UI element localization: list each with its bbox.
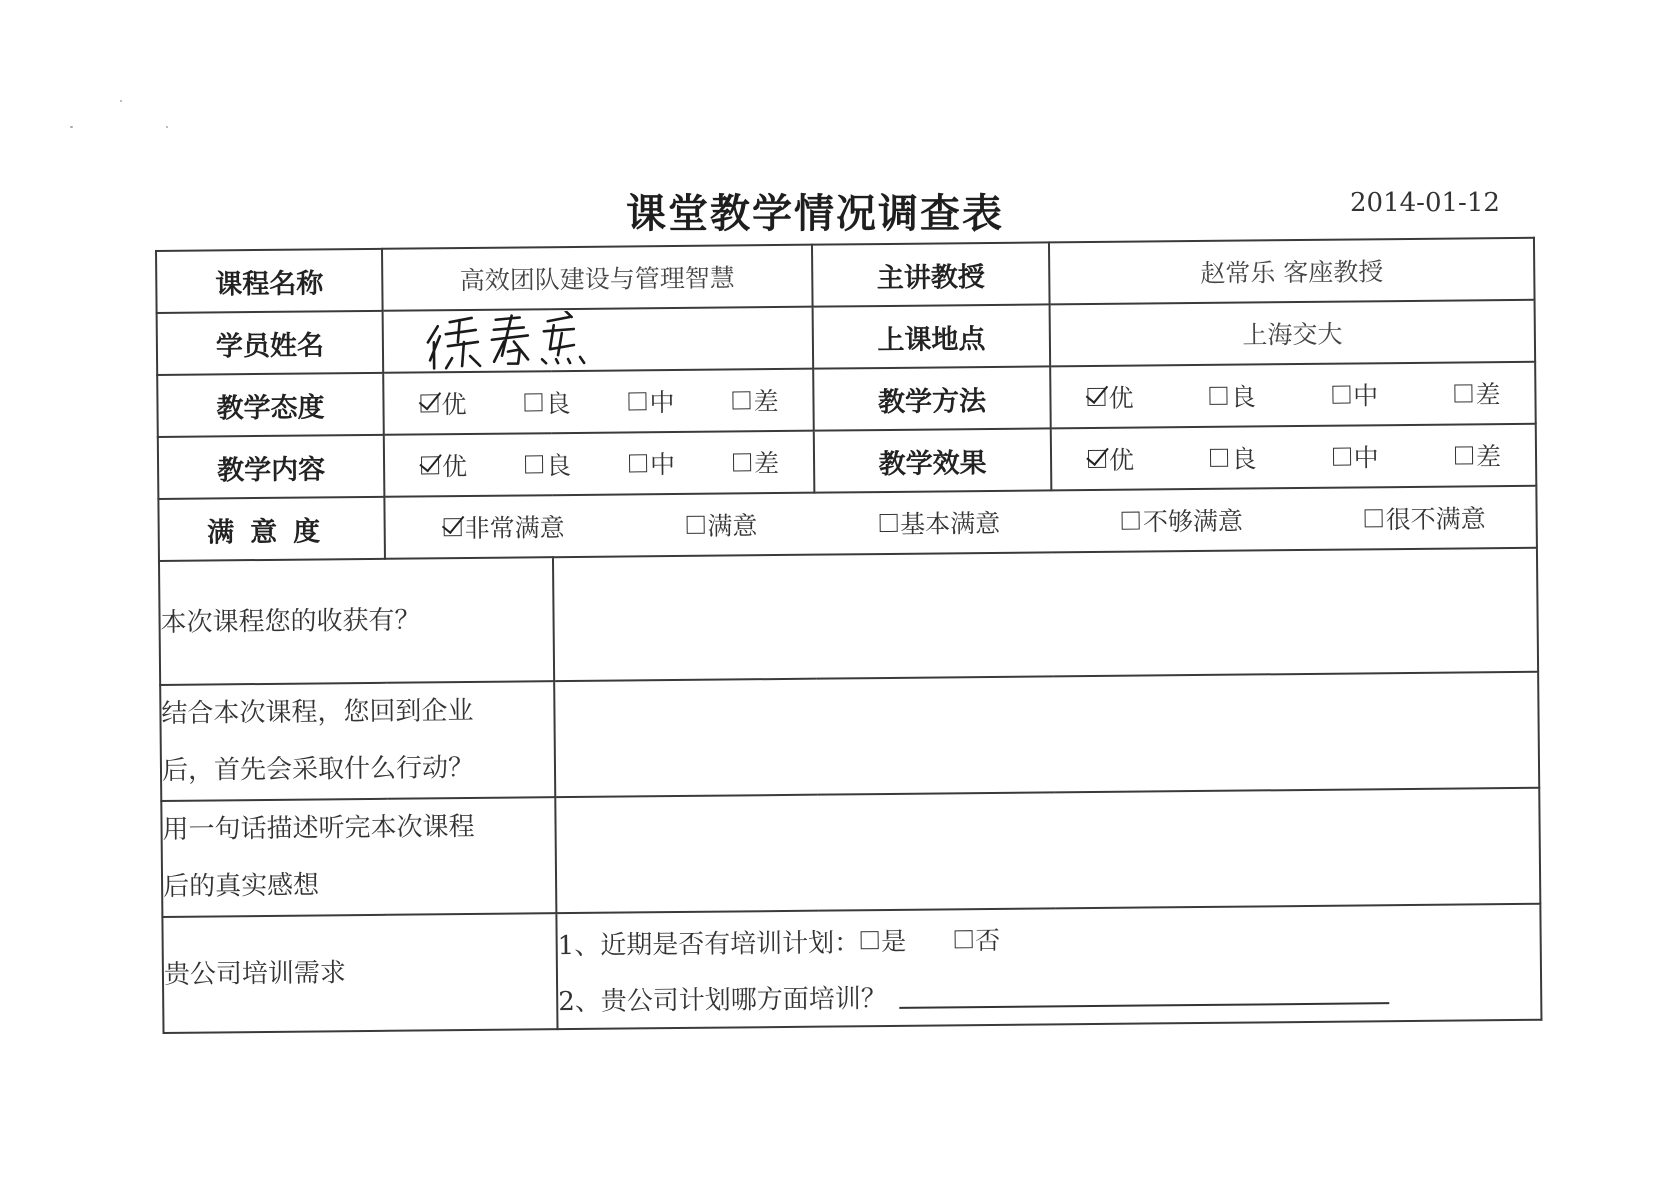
answer-feeling-field[interactable] <box>555 788 1540 913</box>
teaching-attitude-label: 教学态度 <box>157 373 384 437</box>
checkbox-icon[interactable] <box>686 516 704 534</box>
checkbox-icon[interactable] <box>879 514 897 532</box>
content-option-poor[interactable]: 差 <box>733 444 779 480</box>
checkbox-icon[interactable] <box>1210 387 1228 405</box>
training-needs-field <box>556 904 1541 1029</box>
professor-value[interactable]: 赵常乐 客座教授 <box>1049 238 1535 305</box>
training-plan-question: 1、近期是否有培训计划： <box>557 927 861 961</box>
location-value[interactable]: 上海交大 <box>1050 300 1536 367</box>
training-plan-no[interactable]: 否 <box>954 921 1000 957</box>
checkbox-icon[interactable] <box>1332 386 1350 404</box>
training-plan-yes[interactable]: 是 <box>860 922 906 958</box>
question-row-training <box>162 904 1541 1033</box>
attitude-option-average[interactable]: 中 <box>628 383 674 419</box>
training-area-input[interactable] <box>899 978 1389 1009</box>
checked-checkbox-icon[interactable] <box>1088 450 1106 468</box>
checkbox-icon[interactable] <box>525 455 543 473</box>
form-date: 2014-01-12 <box>1350 188 1500 218</box>
checkbox-icon[interactable] <box>1122 512 1140 530</box>
method-option-poor[interactable]: 差 <box>1454 375 1500 411</box>
checkbox-icon[interactable] <box>628 392 646 410</box>
checkbox-icon[interactable] <box>733 453 751 471</box>
checkbox-icon[interactable] <box>1454 384 1472 402</box>
checkbox-icon[interactable] <box>524 393 542 411</box>
checkbox-icon[interactable] <box>1333 448 1351 466</box>
training-needs-label: 贵公司培训需求 <box>162 913 557 1033</box>
student-name-label: 学员姓名 <box>157 311 384 375</box>
attitude-option-good[interactable]: 良 <box>524 384 570 420</box>
teaching-content-label: 教学内容 <box>158 435 385 499</box>
satisfaction-options <box>384 486 1537 559</box>
scan-speck <box>166 126 168 128</box>
content-option-excellent[interactable]: 优 <box>421 447 467 483</box>
checked-checkbox-icon[interactable] <box>420 394 438 412</box>
method-option-good[interactable]: 良 <box>1210 377 1256 413</box>
course-name-value[interactable]: 高效团队建设与管理智慧 <box>382 245 813 311</box>
checkbox-icon[interactable] <box>1365 509 1383 527</box>
student-signature <box>424 311 625 371</box>
checkbox-icon[interactable] <box>860 931 878 949</box>
satisfaction-satisfied[interactable]: 满意 <box>686 506 757 543</box>
checkbox-icon[interactable] <box>732 391 750 409</box>
question-row-gains <box>159 548 1538 685</box>
checked-checkbox-icon[interactable] <box>444 518 462 536</box>
teaching-content-options <box>384 431 815 497</box>
content-option-average[interactable]: 中 <box>629 445 675 481</box>
location-label: 上课地点 <box>813 304 1051 368</box>
scan-speck <box>70 126 73 128</box>
satisfaction-basically-satisfied[interactable]: 基本满意 <box>879 504 1000 541</box>
satisfaction-label: 满意度 <box>158 497 385 561</box>
page-title: 课堂教学情况调查表 <box>626 191 1004 237</box>
question-feeling-label: 用一句话描述听完本次课程 后的真实感想 <box>161 797 556 917</box>
checkbox-icon[interactable] <box>1455 446 1473 464</box>
training-area-line <box>558 962 1541 1027</box>
training-plan-line <box>557 906 1540 971</box>
satisfaction-very-satisfied[interactable]: 非常满意 <box>444 508 565 545</box>
answer-gains-field[interactable] <box>553 548 1538 681</box>
checked-checkbox-icon[interactable] <box>421 456 439 474</box>
question-row-action <box>160 672 1539 801</box>
effect-option-average[interactable]: 中 <box>1333 438 1379 474</box>
attitude-option-poor[interactable]: 差 <box>732 382 778 418</box>
effect-option-good[interactable]: 良 <box>1210 439 1256 475</box>
teaching-attitude-options <box>383 369 814 435</box>
teaching-effect-options <box>1051 424 1537 491</box>
teaching-method-label: 教学方法 <box>813 366 1051 430</box>
question-gains-label: 本次课程您的收获有？ <box>159 557 554 685</box>
checkbox-icon[interactable] <box>1210 449 1228 467</box>
method-option-average[interactable]: 中 <box>1332 376 1378 412</box>
content-option-good[interactable]: 良 <box>525 446 571 482</box>
checked-checkbox-icon[interactable] <box>1087 388 1105 406</box>
question-row-feeling <box>161 788 1540 917</box>
answer-action-field[interactable] <box>554 672 1539 797</box>
survey-form <box>155 237 1542 1034</box>
method-option-excellent[interactable]: 优 <box>1087 379 1133 415</box>
question-action-label: 结合本次课程，您回到企业 后，首先会采取什么行动？ <box>160 681 555 801</box>
course-name-label: 课程名称 <box>156 249 383 313</box>
teaching-effect-label: 教学效果 <box>814 428 1052 492</box>
effect-option-poor[interactable]: 差 <box>1455 437 1501 473</box>
checkbox-icon[interactable] <box>954 930 972 948</box>
effect-option-excellent[interactable]: 优 <box>1088 441 1134 477</box>
training-area-question: 2、贵公司计划哪方面培训？ <box>558 983 887 1017</box>
teaching-method-options <box>1050 362 1536 429</box>
professor-label: 主讲教授 <box>812 242 1050 306</box>
attitude-option-excellent[interactable]: 优 <box>420 385 466 421</box>
scan-speck <box>120 100 122 102</box>
satisfaction-not-satisfied[interactable]: 不够满意 <box>1122 502 1243 539</box>
satisfaction-very-unsatisfied[interactable]: 很不满意 <box>1364 499 1485 536</box>
student-name-field[interactable] <box>383 307 814 373</box>
checkbox-icon[interactable] <box>629 454 647 472</box>
